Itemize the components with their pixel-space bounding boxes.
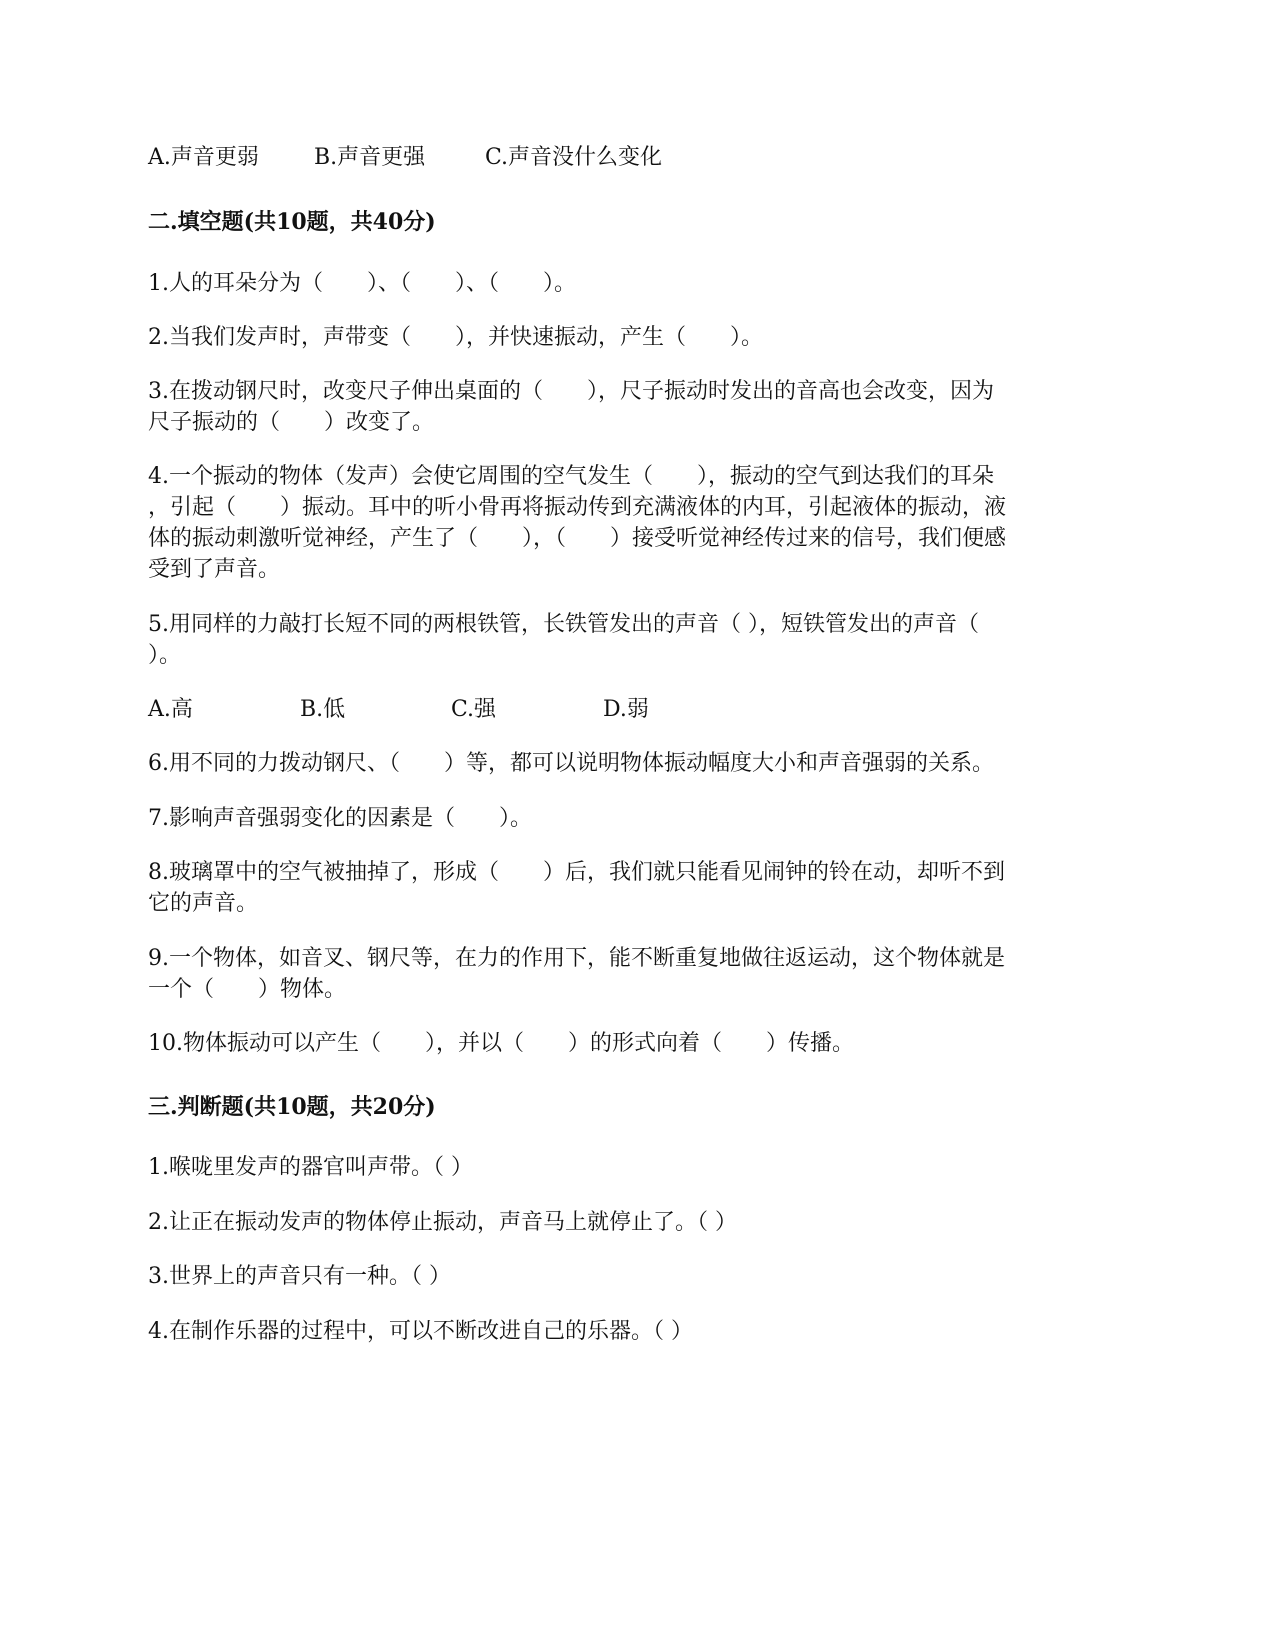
option-b: B.声音更强 [314, 145, 426, 170]
fill-question-5-line-1: 5.用同样的力敲打长短不同的两根铁管，长铁管发出的声音（ ），短铁管发出的声音（ [148, 612, 979, 637]
fill-question-4-line-2: ，引起（ ）振动。耳中的听小骨再将振动传到充满液体的内耳，引起液体的振动，液 [148, 495, 1007, 520]
fill-question-5-line-2: ）。 [148, 643, 182, 668]
q5-option-b: B.低 [300, 697, 346, 722]
section2-heading: 二.填空题(共10题，共40分) [148, 209, 436, 235]
fill-question-8-line-2: 它的声音。 [148, 891, 259, 916]
section3-heading: 三.判断题(共10题，共20分) [148, 1094, 436, 1120]
fill-question-6: 6.用不同的力拨动钢尺、（ ）等，都可以说明物体振动幅度大小和声音强弱的关系。 [148, 751, 994, 776]
fill-question-9-line-2: 一个（ ）物体。 [148, 977, 347, 1002]
judge-question-2: 2.让正在振动发声的物体停止振动，声音马上就停止了。（ ） [148, 1210, 737, 1235]
fill-question-4-line-3: 体的振动刺激听觉神经，产生了（ ），（ ）接受听觉神经传过来的信号，我们便感 [148, 526, 1007, 551]
q5-option-d: D.弱 [603, 697, 649, 722]
fill-question-9-line-1: 9.一个物体，如音叉、钢尺等，在力的作用下，能不断重复地做往返运动，这个物体就是 [148, 946, 1005, 971]
fill-question-10: 10.物体振动可以产生（ ），并以（ ）的形式向着（ ）传播。 [148, 1031, 854, 1056]
q5-option-c: C.强 [451, 697, 497, 722]
option-a: A.声音更弱 [148, 145, 259, 170]
fill-question-7: 7.影响声音强弱变化的因素是（ ）。 [148, 806, 532, 831]
fill-question-2: 2.当我们发声时，声带变（ ），并快速振动，产生（ ）。 [148, 325, 763, 350]
option-c: C.声音没什么变化 [485, 145, 663, 170]
fill-question-3-line-2: 尺子振动的（ ）改变了。 [148, 410, 435, 435]
fill-question-4-line-1: 4.一个振动的物体（发声）会使它周围的空气发生（ ），振动的空气到达我们的耳朵 [148, 464, 994, 489]
fill-question-8-line-1: 8.玻璃罩中的空气被抽掉了，形成（ ）后，我们就只能看见闹钟的铃在动，却听不到 [148, 860, 1005, 885]
fill-question-3-line-1: 3.在拨动钢尺时，改变尺子伸出桌面的（ ），尺子振动时发出的音高也会改变，因为 [148, 379, 994, 404]
judge-question-4: 4.在制作乐器的过程中，可以不断改进自己的乐器。（ ） [148, 1319, 693, 1344]
judge-question-1: 1.喉咙里发声的器官叫声带。（ ） [148, 1155, 473, 1180]
fill-question-4-line-4: 受到了声音。 [148, 557, 281, 582]
judge-question-3: 3.世界上的声音只有一种。（ ） [148, 1264, 451, 1289]
fill-question-1: 1.人的耳朵分为（ ）、（ ）、（ ）。 [148, 271, 576, 296]
q5-option-a: A.高 [148, 697, 193, 722]
